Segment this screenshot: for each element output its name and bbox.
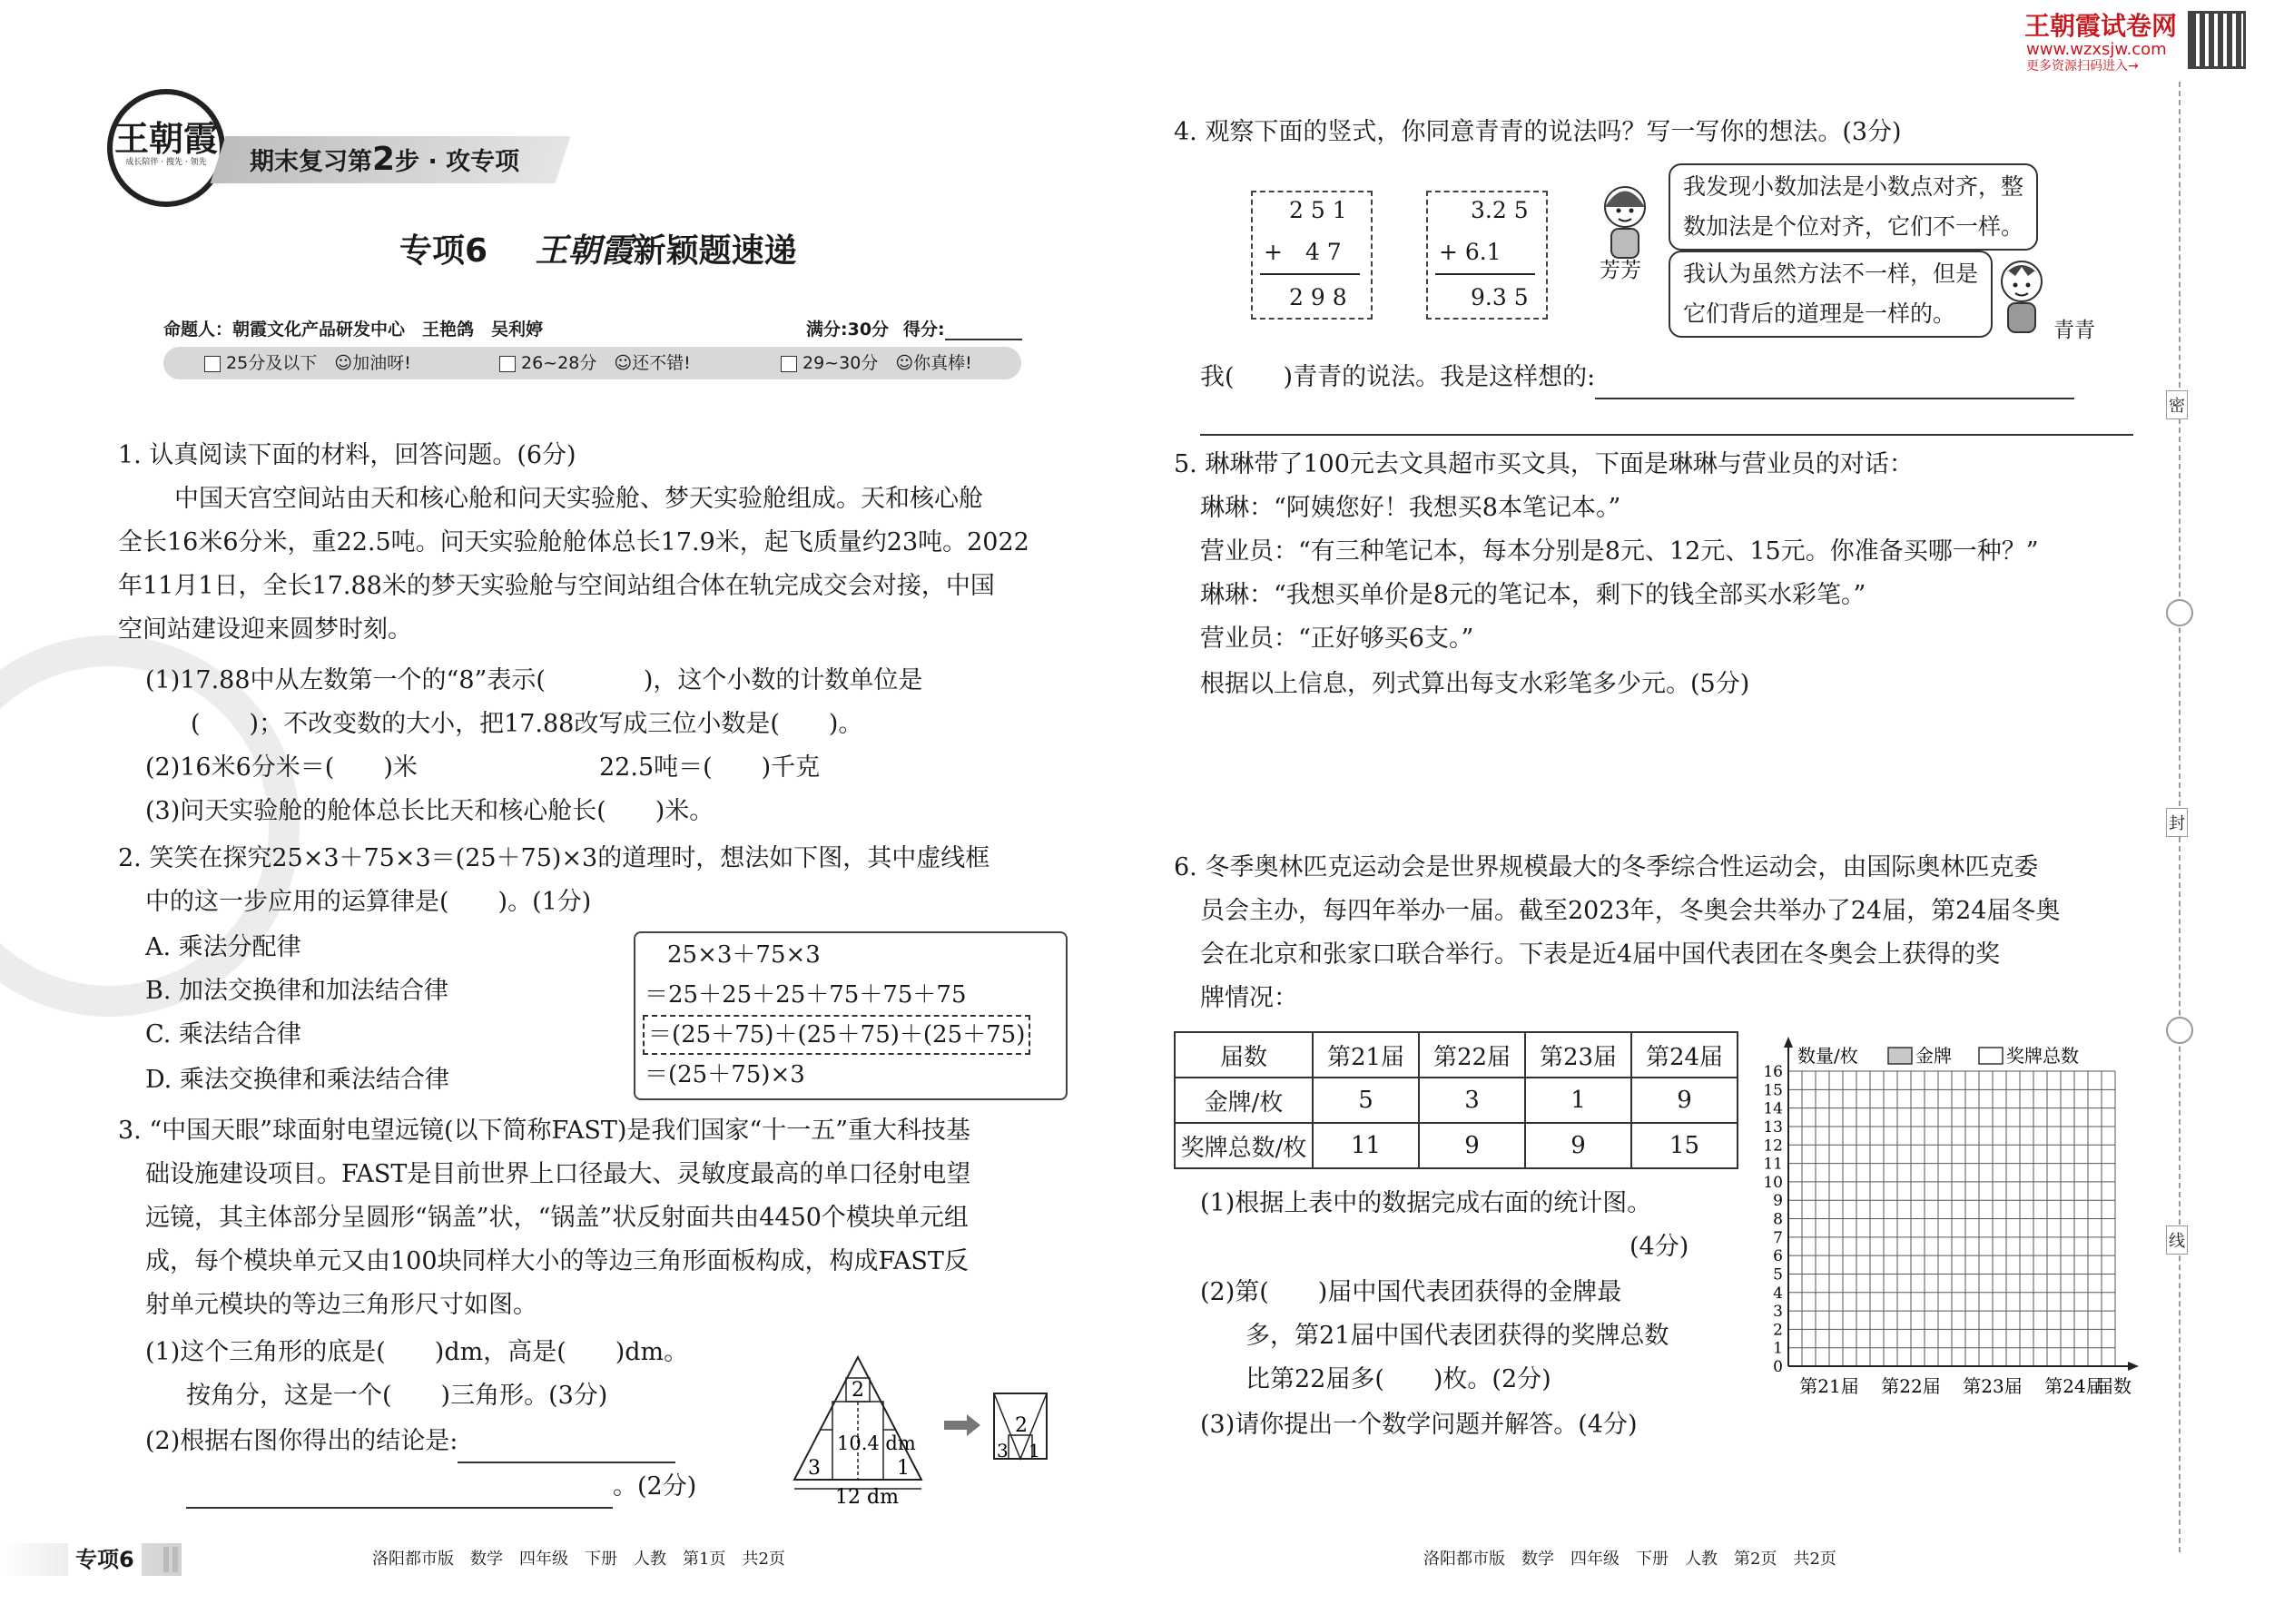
q1-sub3: (3)问天实验舱的舱体总长比天和核心舱长( )米。 <box>145 797 714 825</box>
label-right: 1 <box>897 1457 910 1480</box>
rating-2: 26~28分 ☺还不错! <box>499 350 691 376</box>
full-score: 满分:30分 <box>806 320 890 340</box>
y-tick-label: 1 <box>1773 1339 1783 1358</box>
label-r-left: 3 <box>997 1440 1009 1462</box>
page-title: 专项6 王朝霞新颖题速递 <box>399 231 797 270</box>
y-tick-label: 0 <box>1773 1358 1783 1376</box>
q1-sub1b: ( )；不改变数的大小，把17.88改写成三位小数是( )。 <box>191 710 863 738</box>
q1-para-1: 中国天宫空间站由天和核心舱和问天实验舱、梦天实验舱组成。天和核心舱 <box>174 485 983 513</box>
footer-dots <box>163 1547 182 1572</box>
qingqing-bubble: 我认为虽然方法不一样，但是 它们背后的道理是一样的。 <box>1669 251 1993 338</box>
q5-line-1: 5. 琳琳带了100元去文具超市买文具，下面是琳琳与营业员的对话： <box>1174 450 1914 478</box>
calc1-line2: + 4 7 <box>1264 239 1342 265</box>
y-tick-label: 10 <box>1763 1173 1783 1192</box>
q2-step-4: ＝(25＋75)×3 <box>645 1061 805 1088</box>
face-icon: ☺ <box>895 353 914 373</box>
y-axis-arrow <box>1784 1037 1793 1048</box>
qingqing-avatar <box>1990 254 2053 336</box>
table-cell: 奖牌总数/枚 <box>1175 1123 1313 1168</box>
q4-head: 4. 观察下面的竖式，你同意青青的说法吗？写一写你的想法。(3分) <box>1174 118 1902 146</box>
fangfang-bubble: 我发现小数加法是小数点对齐，整 数加法是个位对齐，它们不一样。 <box>1669 163 2038 251</box>
q2-head2: 中的这一步应用的运算律是( )。(1分) <box>145 888 592 916</box>
footer-left: 洛阳都市版 数学 四年级 下册 人教 第1页 共2页 <box>372 1550 785 1569</box>
calc1-result: 2 9 8 <box>1289 284 1347 310</box>
label-height: 10.4 dm <box>837 1432 916 1454</box>
q5-line-4: 琳琳：“我想买单价是8元的笔记本，剩下的钱全部买水彩笔。” <box>1200 581 1866 609</box>
q3-line-2: 础设施建设项目。FAST是目前世界上口径最大、灵敏度最高的单口径射电望 <box>145 1160 971 1188</box>
footer-tag: 专项6 <box>68 1543 142 1576</box>
q3-line-1: 3. “中国天眼”球面射电望远镜(以下简称FAST)是我们国家“十一五”重大科技基 <box>118 1117 971 1145</box>
rating-3: 29~30分 ☺你真棒! <box>781 350 972 376</box>
table-cell: 9 <box>1525 1123 1631 1168</box>
q3-line-5: 射单元模块的等边三角形尺寸如图。 <box>145 1291 537 1319</box>
table-header-cell: 第21届 <box>1313 1032 1419 1078</box>
y-tick-label: 15 <box>1763 1081 1783 1100</box>
q5-line-6: 根据以上信息，列式算出每支水彩笔多少元。(5分) <box>1200 670 1750 698</box>
q4-answer: 我( )青青的说法。我是这样想的: <box>1200 356 2074 399</box>
x-axis-arrow <box>2128 1362 2139 1371</box>
table-cell: 3 <box>1419 1078 1525 1123</box>
calc1-rule <box>1260 273 1360 275</box>
table-row <box>1175 1123 1738 1168</box>
fangfang-name: 芳芳 <box>1600 259 1641 282</box>
q1-para-2: 全长16米6分米，重22.5吨。问天实验舱舱体总长17.9米，起飞质量约23吨。2022 <box>118 528 1029 556</box>
y-tick-label: 8 <box>1773 1210 1783 1229</box>
seal-char-3: 线 <box>2166 1225 2188 1255</box>
label-left: 3 <box>808 1457 821 1480</box>
q1-sub2a: (2)16米6分米＝( )米 <box>145 753 418 782</box>
q6-sub3: (3)请你提出一个数学问题并解答。(4分) <box>1200 1411 1638 1439</box>
x-tick-label: 第23届 <box>1963 1375 2023 1397</box>
q6-line-2: 员会主办，每四年举办一届。截至2023年，冬奥会共举办了24届，第24届冬奥 <box>1200 897 2061 925</box>
q1-para-4: 空间站建设迎来圆梦时刻。 <box>118 615 412 644</box>
logo-sub: 成长陪伴 · 搜先 · 领先 <box>125 158 207 167</box>
table-row <box>1175 1032 1738 1078</box>
q6-line-4: 牌情况： <box>1200 984 1298 1012</box>
table-cell: 9 <box>1631 1078 1738 1123</box>
q1-sub2b: 22.5吨＝( )千克 <box>599 753 821 782</box>
banner-text: 期末复习第2步 · 攻专项 <box>250 141 520 178</box>
q5-line-2: 琳琳：“阿姨您好！我想买8本笔记本。” <box>1200 494 1621 522</box>
fangfang-avatar <box>1593 180 1657 261</box>
q1-para-3: 年11月1日，全长17.88米的梦天实验舱与空间站组合体在轨完成交会对接，中国 <box>118 572 995 600</box>
footer-right: 洛阳都市版 数学 四年级 下册 人教 第2页 共2页 <box>1423 1550 1836 1569</box>
label-r-top: 2 <box>1015 1414 1028 1437</box>
y-tick-label: 5 <box>1773 1265 1783 1284</box>
q6-line-1: 6. 冬季奥林匹克运动会是世界规模最大的冬季综合性运动会，由国际奥林匹克委 <box>1174 853 2039 881</box>
table-cell: 1 <box>1525 1078 1631 1123</box>
site-url[interactable]: www.wzxsjw.com <box>2026 40 2167 59</box>
table-header-cell: 第23届 <box>1525 1032 1631 1078</box>
y-tick-label: 4 <box>1773 1284 1783 1303</box>
authors: 命题人：朝霞文化产品研发中心 王艳鸽 吴利婷 <box>163 320 544 340</box>
x-tick-label: 第22届 <box>1881 1375 1941 1397</box>
table-cell: 金牌/枚 <box>1175 1078 1313 1123</box>
label-top: 2 <box>852 1379 864 1402</box>
q2-step-3: ＝(25＋75)＋(25＋75)＋(25＋75) <box>643 1015 1030 1055</box>
calc2-line1: 3.2 5 <box>1471 197 1529 223</box>
calc2-line2: + 6.1 <box>1439 239 1501 265</box>
q3-answer-line-2[interactable] <box>186 1480 613 1509</box>
label-r-right: 1 <box>1029 1440 1040 1462</box>
table-header-cell: 第24届 <box>1631 1032 1738 1078</box>
table-cell: 11 <box>1313 1123 1419 1168</box>
q1-head: 1. 认真阅读下面的材料，回答问题。(6分) <box>118 441 576 469</box>
q5-line-5: 营业员：“正好够买6支。” <box>1200 625 1474 653</box>
legend-total-swatch <box>1979 1048 2003 1064</box>
site-name: 王朝霞试卷网 <box>2024 11 2178 41</box>
q6-sub1: (1)根据上表中的数据完成右面的统计图。 <box>1200 1189 1652 1217</box>
x-tick-label: 第24届 <box>2044 1375 2104 1397</box>
seal-char-2: 封 <box>2166 808 2188 837</box>
y-tick-label: 13 <box>1763 1117 1783 1137</box>
site-tagline: 更多资源扫码进入→ <box>2026 59 2139 74</box>
table-header-cell: 第22届 <box>1419 1032 1525 1078</box>
statistics-chart[interactable] <box>1752 1035 2142 1407</box>
q3-sub2: (2)根据右图你得出的结论是: <box>145 1420 675 1463</box>
table-cell: 15 <box>1631 1123 1738 1168</box>
q6-sub2-2: 多，第21届中国代表团获得的奖牌总数 <box>1245 1322 1669 1350</box>
q3-sub1a: (1)这个三角形的底是( )dm，高是( )dm。 <box>145 1338 689 1366</box>
qingqing-name: 青青 <box>2053 319 2095 342</box>
arrow-right-icon <box>944 1414 980 1436</box>
table-cell: 9 <box>1419 1123 1525 1168</box>
q6-sub2-1: (2)第( )届中国代表团获得的金牌最 <box>1200 1278 1622 1306</box>
q2-option-d[interactable]: D. 乘法交换律和乘法结合律 <box>145 1066 449 1094</box>
x-axis-label: 届数 <box>2095 1375 2132 1397</box>
qr-code-icon[interactable] <box>2188 11 2246 69</box>
q1-sub1a: (1)17.88中从左数第一个的“8”表示( )，这个小数的计数单位是 <box>145 666 923 694</box>
y-tick-label: 12 <box>1763 1137 1783 1156</box>
table-row <box>1175 1078 1738 1123</box>
score-label: 得分: <box>903 316 1022 340</box>
q4-answer-line-2[interactable] <box>1200 434 2133 436</box>
score-blank[interactable] <box>945 322 1022 340</box>
q4-answer-line-1[interactable] <box>1595 370 2074 399</box>
q2-option-b[interactable]: B. 加法交换律和加法结合律 <box>145 977 449 1005</box>
y-tick-label: 2 <box>1773 1321 1783 1340</box>
table-cell: 5 <box>1313 1078 1419 1123</box>
seal-circle-1 <box>2166 599 2193 626</box>
q6-sub1-score: (4分) <box>1629 1233 1689 1261</box>
q3-sub1b: 按角分，这是一个( )三角形。(3分) <box>186 1382 608 1410</box>
brand-logo <box>107 89 225 207</box>
q3-sub2-line: 。(2分) <box>186 1465 696 1509</box>
face-icon: ☺ <box>334 353 353 373</box>
y-tick-label: 6 <box>1773 1247 1783 1266</box>
calc2-result: 9.3 5 <box>1471 284 1529 310</box>
y-tick-label: 16 <box>1763 1063 1783 1081</box>
q2-option-a[interactable]: A. 乘法分配律 <box>145 933 301 961</box>
y-axis-label: 数量/枚 <box>1797 1045 1858 1067</box>
table-header-cell: 届数 <box>1175 1032 1313 1078</box>
q2-step-1: 25×3＋75×3 <box>667 941 821 969</box>
q2-option-c[interactable]: C. 乘法结合律 <box>145 1020 301 1048</box>
legend-gold-label: 金牌 <box>1915 1045 1952 1067</box>
y-tick-label: 3 <box>1773 1303 1783 1322</box>
q2-step-2: ＝25＋25＋25＋75＋75＋75 <box>645 981 967 1009</box>
rating-bar <box>163 347 1021 379</box>
calc1-line1: 2 5 1 <box>1289 197 1347 223</box>
rating-checkbox[interactable] <box>499 356 516 372</box>
q3-line-3: 远镜，其主体部分呈圆形“锅盖”状，“锅盖”状反射面共由4450个模块单元组 <box>145 1204 969 1232</box>
medal-table <box>1174 1031 1738 1169</box>
label-base: 12 dm <box>835 1486 899 1507</box>
y-tick-label: 14 <box>1763 1099 1783 1118</box>
q6-line-3: 会在北京和张家口联合举行。下表是近4届中国代表团在冬奥会上获得的奖 <box>1200 940 2001 969</box>
legend-gold-swatch <box>1888 1048 1912 1064</box>
x-tick-label: 第21届 <box>1799 1375 1859 1397</box>
y-tick-label: 7 <box>1773 1228 1783 1247</box>
seal-circle-2 <box>2166 1017 2193 1044</box>
legend-total-label: 奖牌总数 <box>2006 1045 2079 1067</box>
q3-line-4: 成，每个模块单元又由100块同样大小的等边三角形面板构成，构成FAST反 <box>145 1247 969 1275</box>
y-tick-label: 9 <box>1773 1192 1783 1211</box>
triangle-figure <box>790 1353 1080 1507</box>
seal-char-1: 密 <box>2166 390 2188 419</box>
q3-answer-line-1[interactable] <box>458 1434 675 1463</box>
rating-checkbox[interactable] <box>204 356 221 372</box>
face-icon: ☺ <box>614 353 633 373</box>
rating-1: 25分及以下 ☺加油呀! <box>204 350 411 376</box>
q2-head: 2. 笑笑在探究25×3＋75×3＝(25＋75)×3的道理时，想法如下图，其中虚线框 <box>118 844 990 872</box>
calc2-rule <box>1435 273 1535 275</box>
rating-checkbox[interactable] <box>781 356 797 372</box>
q6-sub2-3: 比第22届多( )枚。(2分) <box>1245 1365 1551 1393</box>
q5-line-3: 营业员：“有三种笔记本，每本分别是8元、12元、15元。你准备买哪一种？” <box>1200 537 2039 566</box>
logo-text: 王朝霞 <box>113 118 218 159</box>
y-tick-label: 11 <box>1763 1155 1783 1174</box>
